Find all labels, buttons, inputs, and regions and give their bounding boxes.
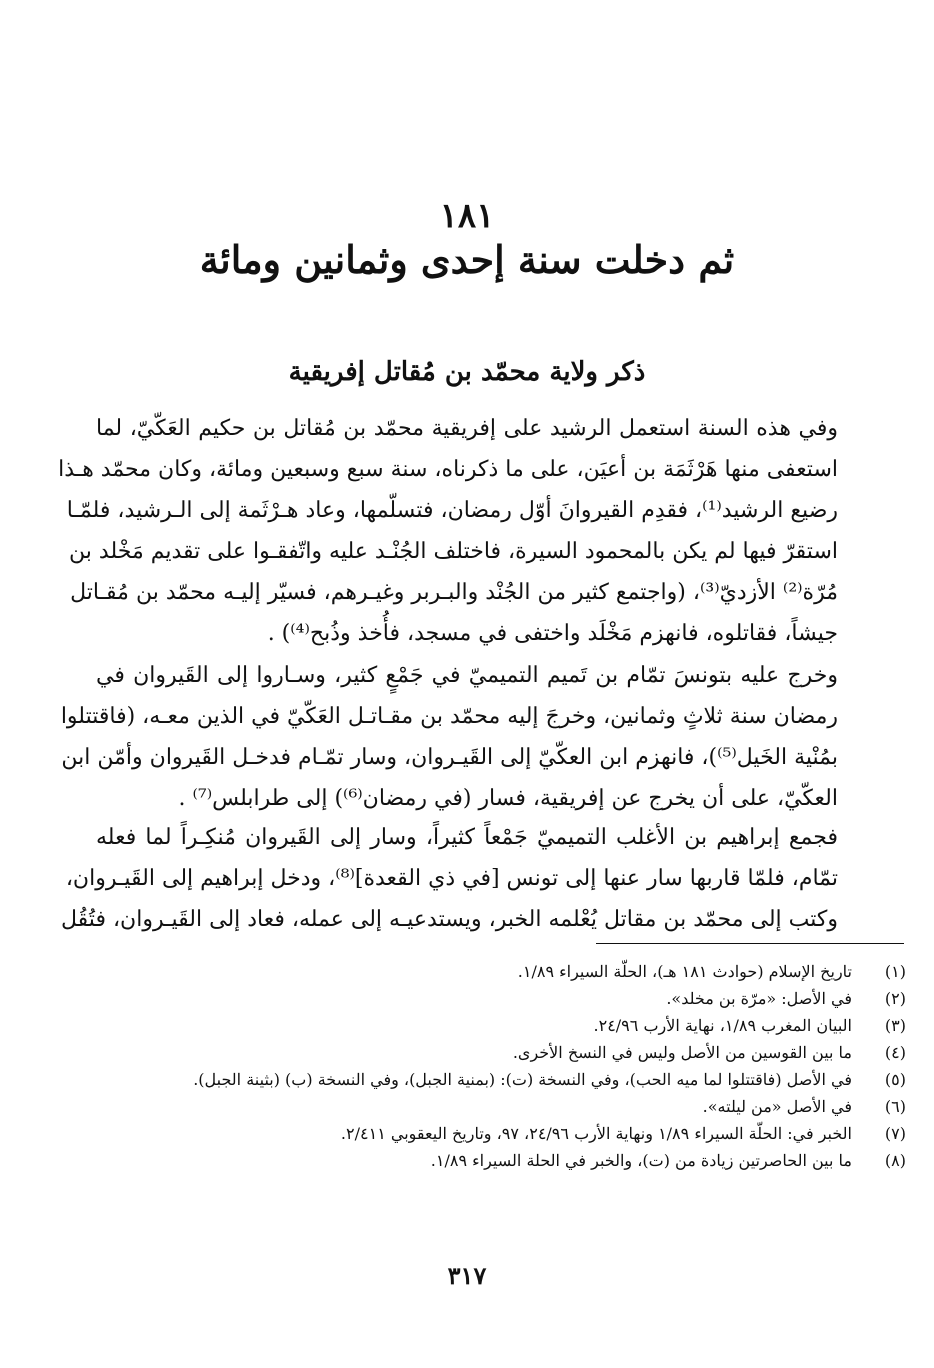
footnote-number: (١) — [884, 962, 906, 981]
footnote-item — [96, 1120, 906, 1147]
footnote-number: (٧) — [884, 1124, 906, 1143]
paragraph-line: فجمع إبراهيم بن الأغلب التميميّ جَمْعاً كثيراً، وسار إلى القَيروان مُنكِـراً لما فعله — [96, 825, 838, 850]
section-heading: ذكر ولاية محمّد بن مُقاتل إفريقية — [288, 357, 646, 387]
footnote-text: في الأصل (فاقتتلوا لما ميه الحب)، وفي النسخة (ت): (بمنية الجبل)، وفي النسخة (ب) (بثينة الجبل). — [193, 1070, 852, 1089]
footnote-number: (٢) — [884, 989, 906, 1008]
footnote-item — [96, 1147, 906, 1174]
paragraph-line: وكتب إلى محمّد بن مقاتل يُعْلمه الخبر، ويستدعيـه إلى عمله، فعاد إلى القَيـروان، فتُقُل — [61, 907, 838, 932]
footnote-text: البيان المغرب ١/٨٩، نهاية الأرب ٢٤/٩٦. — [593, 1016, 852, 1035]
paragraph-line: رضيع الرشيد⁽¹⁾، فقدِم القيروانَ أوّل رمضان، فتسلّمها، وعاد هـرْثَمة إلى الـرشيد، فلمّـا — [66, 498, 838, 523]
paragraph-line: بمُنْية الخَيل⁽⁵⁾)، فانهزم ابن العكّيّ إلى القَيـروان، وسار تمّـام فدخـل القَيروان وأمّن ابن — [61, 745, 838, 770]
footnote-text: في الأصل «من ليلته». — [702, 1097, 852, 1116]
footnote-number: (٥) — [884, 1070, 906, 1089]
paragraph-2 — [60, 655, 838, 819]
footnote-item — [96, 1093, 906, 1120]
paragraph-3 — [61, 817, 838, 940]
paragraph-line: وخرج عليه بتونسَ تمّام بن تَميم التميميّ في جَمْعٍ كثير، وسـاروا إلى القَيروان في — [96, 663, 838, 688]
paragraph-line: استقرّ فيها لم يكن بالمحمود السيرة، فاختلف الجُنْـد عليه واتّفقـوا على تقديم مَخْلد بن — [69, 539, 838, 564]
paragraph-line: استعفى منها هَرْثَمَة بن أعيَن، على ما ذكرناه، سنة سبع وسبعين ومائة، وكان محمّد هـذا — [58, 457, 838, 482]
footnote-number: (٤) — [884, 1043, 906, 1062]
paragraph-line: رمضان سنة ثلاثٍ وثمانين، وخرجَ إليه محمّد بن مقـاتـل العَكّيّ في الذين معـه، (فاقتتلوا — [60, 704, 838, 729]
footnote-text: ما بين القوسين من الأصل وليس في النسخ الأخرى. — [512, 1043, 852, 1062]
page-number: ٣١٧ — [447, 1261, 487, 1290]
paragraph-1 — [58, 408, 838, 654]
footnote-item — [96, 985, 906, 1012]
footnote-text: الخبر في: الحلّة السيراء ١/٨٩ ونهاية الأرب ٢٤/٩٦، ٩٧، وتاريخ اليعقوبي ٢/٤١١. — [340, 1124, 852, 1143]
footnote-text: ما بين الحاصرتين زيادة من (ت)، والخبر في الحلة السيراء ١/٨٩. — [430, 1151, 852, 1170]
footnote-divider — [596, 943, 904, 944]
footnote-number: (٣) — [884, 1016, 906, 1035]
footnote-text: تاريخ الإسلام (حوادث ١٨١ هـ)، الحلّة السيراء ١/٨٩. — [517, 962, 852, 981]
paragraph-line: وفي هذه السنة استعمل الرشيد على إفريقية محمّد بن مُقاتل بن حكيم العَكّيّ، لما — [96, 416, 838, 441]
paragraph-line: مُرّة⁽²⁾ الأزديّ⁽³⁾، (واجتمع كثير من الجُنْد والبـربر وغيـرهم، فسيّر إليـه محمّد بن مُقـاتل — [70, 580, 838, 605]
footnote-item — [96, 1039, 906, 1066]
paragraph-line: جيشاً، فقاتلوه، فانهزم مَخْلَد واختفى في مسجد، فأُخذ وذُبح⁽⁴⁾) . — [267, 621, 838, 646]
footnote-item — [96, 958, 906, 985]
footnote-item — [96, 1066, 906, 1093]
paragraph-line: العكّيّ، على أن يخرج عن إفريقية، فسار (في رمضان⁽⁶⁾) إلى طرابلس⁽⁷⁾ . — [178, 786, 838, 811]
paragraph-line: تمّام، فلمّا قاربها سار عنها إلى تونس [في ذي القعدة]⁽⁸⁾، ودخل إبراهيم إلى القَيـروان، — [65, 866, 838, 891]
footnote-item — [96, 1012, 906, 1039]
chapter-title: ثم دخلت سنة إحدى وثمانين ومائة — [199, 237, 735, 282]
footnotes — [96, 958, 906, 1174]
footnote-text: في الأصل: «مرّة بن مخلد». — [666, 989, 852, 1008]
year-number: ١٨١ — [439, 196, 495, 236]
footnote-number: (٨) — [884, 1151, 906, 1170]
footnote-number: (٦) — [884, 1097, 906, 1116]
